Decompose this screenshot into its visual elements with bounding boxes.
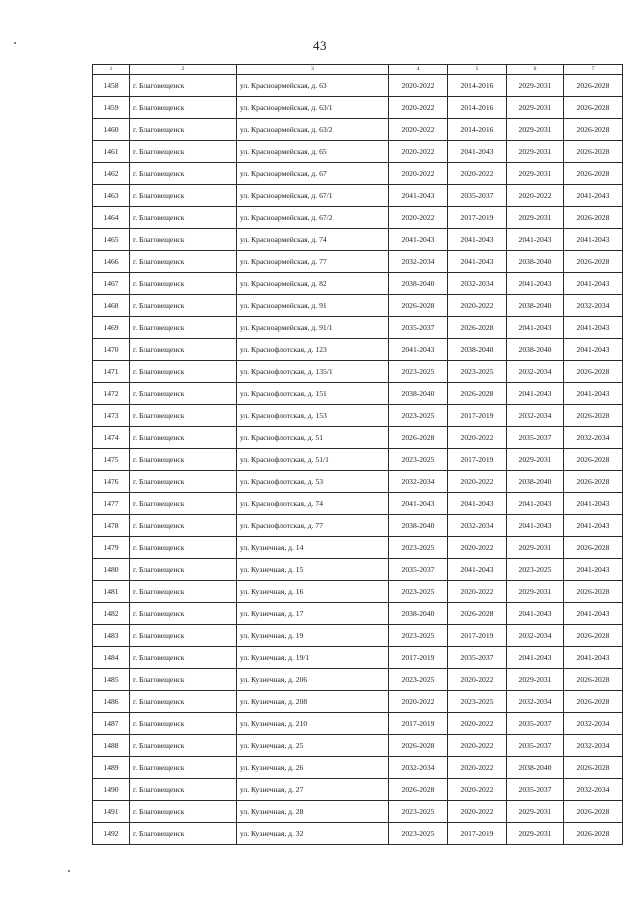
row-number-cell: 1459 bbox=[93, 97, 130, 119]
period-1-cell: 2023-2025 bbox=[389, 449, 448, 471]
city-cell: г. Благовещенск bbox=[130, 735, 237, 757]
table-row bbox=[93, 581, 623, 603]
period-1-cell: 2032-2034 bbox=[389, 251, 448, 273]
city-cell: г. Благовещенск bbox=[130, 625, 237, 647]
period-4-cell: 2041-2043 bbox=[564, 383, 623, 405]
period-4-cell: 2026-2028 bbox=[564, 251, 623, 273]
table-row bbox=[93, 141, 623, 163]
period-2-cell: 2020-2022 bbox=[448, 537, 507, 559]
period-3-cell: 2029-2031 bbox=[507, 669, 564, 691]
address-cell: ул. Кузнечная, д. 14 bbox=[237, 537, 389, 559]
city-cell: г. Благовещенск bbox=[130, 361, 237, 383]
period-1-cell: 2020-2022 bbox=[389, 207, 448, 229]
period-3-cell: 2041-2043 bbox=[507, 229, 564, 251]
period-4-cell: 2026-2028 bbox=[564, 163, 623, 185]
period-3-cell: 2038-2040 bbox=[507, 251, 564, 273]
schedule-table bbox=[92, 64, 623, 845]
row-number-cell: 1478 bbox=[93, 515, 130, 537]
period-2-cell: 2020-2022 bbox=[448, 471, 507, 493]
table-row bbox=[93, 75, 623, 97]
table-row bbox=[93, 735, 623, 757]
period-2-cell: 2023-2025 bbox=[448, 361, 507, 383]
period-4-cell: 2026-2028 bbox=[564, 141, 623, 163]
period-3-cell: 2029-2031 bbox=[507, 581, 564, 603]
row-number-cell: 1482 bbox=[93, 603, 130, 625]
table-row bbox=[93, 361, 623, 383]
period-3-cell: 2020-2022 bbox=[507, 185, 564, 207]
period-3-cell: 2029-2031 bbox=[507, 75, 564, 97]
period-2-cell: 2020-2022 bbox=[448, 295, 507, 317]
city-cell: г. Благовещенск bbox=[130, 163, 237, 185]
period-1-cell: 2023-2025 bbox=[389, 361, 448, 383]
table-row bbox=[93, 295, 623, 317]
period-2-cell: 2020-2022 bbox=[448, 779, 507, 801]
table-row bbox=[93, 779, 623, 801]
period-2-cell: 2038-2040 bbox=[448, 339, 507, 361]
address-cell: ул. Красноармейская, д. 67/1 bbox=[237, 185, 389, 207]
period-3-cell: 2041-2043 bbox=[507, 493, 564, 515]
period-3-cell: 2035-2037 bbox=[507, 779, 564, 801]
column-header-7: 7 bbox=[564, 65, 623, 75]
row-number-cell: 1473 bbox=[93, 405, 130, 427]
table-row bbox=[93, 119, 623, 141]
city-cell: г. Благовещенск bbox=[130, 823, 237, 845]
table-row bbox=[93, 559, 623, 581]
period-1-cell: 2041-2043 bbox=[389, 493, 448, 515]
column-header-5: 5 bbox=[448, 65, 507, 75]
period-3-cell: 2038-2040 bbox=[507, 339, 564, 361]
address-cell: ул. Красноармейская, д. 91 bbox=[237, 295, 389, 317]
city-cell: г. Благовещенск bbox=[130, 449, 237, 471]
period-1-cell: 2032-2034 bbox=[389, 471, 448, 493]
period-1-cell: 2020-2022 bbox=[389, 97, 448, 119]
city-cell: г. Благовещенск bbox=[130, 471, 237, 493]
table-row bbox=[93, 603, 623, 625]
table-row bbox=[93, 647, 623, 669]
column-header-1: 1 bbox=[93, 65, 130, 75]
period-4-cell: 2026-2028 bbox=[564, 669, 623, 691]
period-4-cell: 2026-2028 bbox=[564, 405, 623, 427]
row-number-cell: 1487 bbox=[93, 713, 130, 735]
city-cell: г. Благовещенск bbox=[130, 779, 237, 801]
row-number-cell: 1466 bbox=[93, 251, 130, 273]
city-cell: г. Благовещенск bbox=[130, 669, 237, 691]
period-2-cell: 2041-2043 bbox=[448, 229, 507, 251]
row-number-cell: 1471 bbox=[93, 361, 130, 383]
table-row bbox=[93, 691, 623, 713]
table-row bbox=[93, 383, 623, 405]
period-2-cell: 2020-2022 bbox=[448, 669, 507, 691]
address-cell: ул. Кузнечная, д. 32 bbox=[237, 823, 389, 845]
period-2-cell: 2020-2022 bbox=[448, 757, 507, 779]
address-cell: ул. Красноармейская, д. 82 bbox=[237, 273, 389, 295]
period-4-cell: 2032-2034 bbox=[564, 427, 623, 449]
period-3-cell: 2035-2037 bbox=[507, 427, 564, 449]
row-number-cell: 1469 bbox=[93, 317, 130, 339]
row-number-cell: 1468 bbox=[93, 295, 130, 317]
row-number-cell: 1464 bbox=[93, 207, 130, 229]
period-1-cell: 2017-2019 bbox=[389, 647, 448, 669]
address-cell: ул. Краснофлотская, д. 151 bbox=[237, 383, 389, 405]
period-4-cell: 2026-2028 bbox=[564, 207, 623, 229]
table-row bbox=[93, 493, 623, 515]
period-1-cell: 2041-2043 bbox=[389, 229, 448, 251]
city-cell: г. Благовещенск bbox=[130, 141, 237, 163]
period-1-cell: 2023-2025 bbox=[389, 405, 448, 427]
row-number-cell: 1484 bbox=[93, 647, 130, 669]
period-2-cell: 2020-2022 bbox=[448, 163, 507, 185]
address-cell: ул. Краснофлотская, д. 135/1 bbox=[237, 361, 389, 383]
period-4-cell: 2026-2028 bbox=[564, 75, 623, 97]
address-cell: ул. Кузнечная, д. 208 bbox=[237, 691, 389, 713]
period-4-cell: 2041-2043 bbox=[564, 603, 623, 625]
address-cell: ул. Красноармейская, д. 67/2 bbox=[237, 207, 389, 229]
period-1-cell: 2020-2022 bbox=[389, 119, 448, 141]
period-3-cell: 2029-2031 bbox=[507, 449, 564, 471]
period-3-cell: 2041-2043 bbox=[507, 383, 564, 405]
period-3-cell: 2041-2043 bbox=[507, 603, 564, 625]
row-number-cell: 1476 bbox=[93, 471, 130, 493]
period-1-cell: 2023-2025 bbox=[389, 537, 448, 559]
city-cell: г. Благовещенск bbox=[130, 691, 237, 713]
period-1-cell: 2035-2037 bbox=[389, 317, 448, 339]
address-cell: ул. Краснофлотская, д. 74 bbox=[237, 493, 389, 515]
period-1-cell: 2023-2025 bbox=[389, 581, 448, 603]
city-cell: г. Благовещенск bbox=[130, 119, 237, 141]
period-3-cell: 2038-2040 bbox=[507, 757, 564, 779]
address-cell: ул. Красноармейская, д. 77 bbox=[237, 251, 389, 273]
period-1-cell: 2038-2040 bbox=[389, 603, 448, 625]
period-2-cell: 2017-2019 bbox=[448, 625, 507, 647]
row-number-cell: 1465 bbox=[93, 229, 130, 251]
row-number-cell: 1474 bbox=[93, 427, 130, 449]
city-cell: г. Благовещенск bbox=[130, 713, 237, 735]
period-2-cell: 2020-2022 bbox=[448, 713, 507, 735]
period-3-cell: 2029-2031 bbox=[507, 537, 564, 559]
address-cell: ул. Кузнечная, д. 25 bbox=[237, 735, 389, 757]
table-row bbox=[93, 537, 623, 559]
period-2-cell: 2014-2016 bbox=[448, 97, 507, 119]
address-cell: ул. Кузнечная, д. 27 bbox=[237, 779, 389, 801]
row-number-cell: 1475 bbox=[93, 449, 130, 471]
row-number-cell: 1479 bbox=[93, 537, 130, 559]
period-3-cell: 2035-2037 bbox=[507, 735, 564, 757]
period-3-cell: 2041-2043 bbox=[507, 647, 564, 669]
table-row bbox=[93, 405, 623, 427]
row-number-cell: 1462 bbox=[93, 163, 130, 185]
address-cell: ул. Кузнечная, д. 210 bbox=[237, 713, 389, 735]
period-1-cell: 2020-2022 bbox=[389, 691, 448, 713]
period-4-cell: 2032-2034 bbox=[564, 779, 623, 801]
period-1-cell: 2026-2028 bbox=[389, 779, 448, 801]
city-cell: г. Благовещенск bbox=[130, 603, 237, 625]
period-2-cell: 2017-2019 bbox=[448, 823, 507, 845]
period-2-cell: 2041-2043 bbox=[448, 493, 507, 515]
period-4-cell: 2041-2043 bbox=[564, 493, 623, 515]
period-3-cell: 2035-2037 bbox=[507, 713, 564, 735]
period-2-cell: 2014-2016 bbox=[448, 119, 507, 141]
column-header-2: 2 bbox=[130, 65, 237, 75]
table-row bbox=[93, 823, 623, 845]
period-4-cell: 2032-2034 bbox=[564, 735, 623, 757]
period-1-cell: 2035-2037 bbox=[389, 559, 448, 581]
city-cell: г. Благовещенск bbox=[130, 537, 237, 559]
city-cell: г. Благовещенск bbox=[130, 647, 237, 669]
table-row bbox=[93, 207, 623, 229]
table-row bbox=[93, 669, 623, 691]
scan-speck bbox=[68, 870, 70, 872]
period-3-cell: 2041-2043 bbox=[507, 317, 564, 339]
period-1-cell: 2020-2022 bbox=[389, 75, 448, 97]
period-3-cell: 2029-2031 bbox=[507, 97, 564, 119]
period-1-cell: 2026-2028 bbox=[389, 295, 448, 317]
period-1-cell: 2041-2043 bbox=[389, 185, 448, 207]
address-cell: ул. Кузнечная, д. 17 bbox=[237, 603, 389, 625]
period-4-cell: 2026-2028 bbox=[564, 801, 623, 823]
address-cell: ул. Кузнечная, д. 19/1 bbox=[237, 647, 389, 669]
period-4-cell: 2026-2028 bbox=[564, 449, 623, 471]
row-number-cell: 1472 bbox=[93, 383, 130, 405]
table-row bbox=[93, 625, 623, 647]
city-cell: г. Благовещенск bbox=[130, 207, 237, 229]
period-1-cell: 2020-2022 bbox=[389, 163, 448, 185]
period-2-cell: 2017-2019 bbox=[448, 405, 507, 427]
period-1-cell: 2020-2022 bbox=[389, 141, 448, 163]
table-row bbox=[93, 185, 623, 207]
row-number-cell: 1489 bbox=[93, 757, 130, 779]
city-cell: г. Благовещенск bbox=[130, 251, 237, 273]
period-4-cell: 2026-2028 bbox=[564, 119, 623, 141]
city-cell: г. Благовещенск bbox=[130, 581, 237, 603]
period-1-cell: 2026-2028 bbox=[389, 427, 448, 449]
period-4-cell: 2026-2028 bbox=[564, 625, 623, 647]
address-cell: ул. Краснофлотская, д. 123 bbox=[237, 339, 389, 361]
period-3-cell: 2032-2034 bbox=[507, 691, 564, 713]
row-number-cell: 1470 bbox=[93, 339, 130, 361]
city-cell: г. Благовещенск bbox=[130, 295, 237, 317]
period-2-cell: 2023-2025 bbox=[448, 691, 507, 713]
address-cell: ул. Красноармейская, д. 91/1 bbox=[237, 317, 389, 339]
address-cell: ул. Красноармейская, д. 63/2 bbox=[237, 119, 389, 141]
row-number-cell: 1486 bbox=[93, 691, 130, 713]
city-cell: г. Благовещенск bbox=[130, 405, 237, 427]
address-cell: ул. Кузнечная, д. 28 bbox=[237, 801, 389, 823]
period-3-cell: 2032-2034 bbox=[507, 625, 564, 647]
period-4-cell: 2026-2028 bbox=[564, 361, 623, 383]
period-3-cell: 2029-2031 bbox=[507, 823, 564, 845]
row-number-cell: 1491 bbox=[93, 801, 130, 823]
period-1-cell: 2038-2040 bbox=[389, 515, 448, 537]
address-cell: ул. Краснофлотская, д. 51/1 bbox=[237, 449, 389, 471]
period-2-cell: 2035-2037 bbox=[448, 185, 507, 207]
address-cell: ул. Красноармейская, д. 63/1 bbox=[237, 97, 389, 119]
row-number-cell: 1488 bbox=[93, 735, 130, 757]
address-cell: ул. Кузнечная, д. 15 bbox=[237, 559, 389, 581]
city-cell: г. Благовещенск bbox=[130, 317, 237, 339]
period-3-cell: 2041-2043 bbox=[507, 515, 564, 537]
period-1-cell: 2038-2040 bbox=[389, 273, 448, 295]
period-2-cell: 2026-2028 bbox=[448, 383, 507, 405]
period-4-cell: 2032-2034 bbox=[564, 295, 623, 317]
address-cell: ул. Красноармейская, д. 63 bbox=[237, 75, 389, 97]
scan-speck bbox=[14, 42, 16, 44]
city-cell: г. Благовещенск bbox=[130, 339, 237, 361]
period-2-cell: 2020-2022 bbox=[448, 427, 507, 449]
period-4-cell: 2041-2043 bbox=[564, 229, 623, 251]
row-number-cell: 1461 bbox=[93, 141, 130, 163]
row-number-cell: 1458 bbox=[93, 75, 130, 97]
table-row bbox=[93, 317, 623, 339]
city-cell: г. Благовещенск bbox=[130, 273, 237, 295]
address-cell: ул. Кузнечная, д. 19 bbox=[237, 625, 389, 647]
period-3-cell: 2023-2025 bbox=[507, 559, 564, 581]
period-3-cell: 2032-2034 bbox=[507, 361, 564, 383]
period-2-cell: 2032-2034 bbox=[448, 515, 507, 537]
row-number-cell: 1485 bbox=[93, 669, 130, 691]
column-header-4: 4 bbox=[389, 65, 448, 75]
table-row bbox=[93, 251, 623, 273]
address-cell: ул. Кузнечная, д. 16 bbox=[237, 581, 389, 603]
table-row bbox=[93, 339, 623, 361]
city-cell: г. Благовещенск bbox=[130, 97, 237, 119]
table-body bbox=[93, 75, 623, 845]
period-1-cell: 2017-2019 bbox=[389, 713, 448, 735]
city-cell: г. Благовещенск bbox=[130, 493, 237, 515]
period-2-cell: 2020-2022 bbox=[448, 735, 507, 757]
row-number-cell: 1481 bbox=[93, 581, 130, 603]
period-1-cell: 2026-2028 bbox=[389, 735, 448, 757]
period-2-cell: 2041-2043 bbox=[448, 559, 507, 581]
table-row bbox=[93, 471, 623, 493]
city-cell: г. Благовещенск bbox=[130, 757, 237, 779]
period-4-cell: 2041-2043 bbox=[564, 515, 623, 537]
address-cell: ул. Красноармейская, д. 65 bbox=[237, 141, 389, 163]
row-number-cell: 1480 bbox=[93, 559, 130, 581]
address-cell: ул. Краснофлотская, д. 153 bbox=[237, 405, 389, 427]
header-row bbox=[93, 65, 623, 75]
period-3-cell: 2029-2031 bbox=[507, 163, 564, 185]
table-row bbox=[93, 427, 623, 449]
row-number-cell: 1492 bbox=[93, 823, 130, 845]
city-cell: г. Благовещенск bbox=[130, 515, 237, 537]
period-2-cell: 2017-2019 bbox=[448, 207, 507, 229]
city-cell: г. Благовещенск bbox=[130, 801, 237, 823]
period-3-cell: 2029-2031 bbox=[507, 801, 564, 823]
period-2-cell: 2041-2043 bbox=[448, 251, 507, 273]
period-4-cell: 2041-2043 bbox=[564, 317, 623, 339]
address-cell: ул. Красноармейская, д. 74 bbox=[237, 229, 389, 251]
address-cell: ул. Кузнечная, д. 26 bbox=[237, 757, 389, 779]
address-cell: ул. Краснофлотская, д. 77 bbox=[237, 515, 389, 537]
address-cell: ул. Краснофлотская, д. 53 bbox=[237, 471, 389, 493]
period-2-cell: 2014-2016 bbox=[448, 75, 507, 97]
table-row bbox=[93, 163, 623, 185]
city-cell: г. Благовещенск bbox=[130, 229, 237, 251]
city-cell: г. Благовещенск bbox=[130, 559, 237, 581]
period-4-cell: 2026-2028 bbox=[564, 823, 623, 845]
city-cell: г. Благовещенск bbox=[130, 427, 237, 449]
period-3-cell: 2029-2031 bbox=[507, 119, 564, 141]
period-4-cell: 2032-2034 bbox=[564, 713, 623, 735]
period-2-cell: 2032-2034 bbox=[448, 273, 507, 295]
row-number-cell: 1463 bbox=[93, 185, 130, 207]
period-2-cell: 2020-2022 bbox=[448, 581, 507, 603]
period-1-cell: 2023-2025 bbox=[389, 625, 448, 647]
period-4-cell: 2026-2028 bbox=[564, 471, 623, 493]
table-row bbox=[93, 449, 623, 471]
period-4-cell: 2041-2043 bbox=[564, 559, 623, 581]
period-4-cell: 2041-2043 bbox=[564, 273, 623, 295]
period-3-cell: 2041-2043 bbox=[507, 273, 564, 295]
row-number-cell: 1483 bbox=[93, 625, 130, 647]
column-header-3: 3 bbox=[237, 65, 389, 75]
period-3-cell: 2029-2031 bbox=[507, 141, 564, 163]
period-2-cell: 2026-2028 bbox=[448, 603, 507, 625]
period-4-cell: 2041-2043 bbox=[564, 185, 623, 207]
table-row bbox=[93, 757, 623, 779]
table-row bbox=[93, 97, 623, 119]
period-1-cell: 2032-2034 bbox=[389, 757, 448, 779]
period-1-cell: 2023-2025 bbox=[389, 801, 448, 823]
table-header bbox=[93, 65, 623, 75]
period-4-cell: 2026-2028 bbox=[564, 757, 623, 779]
city-cell: г. Благовещенск bbox=[130, 383, 237, 405]
period-4-cell: 2026-2028 bbox=[564, 691, 623, 713]
address-cell: ул. Красноармейская, д. 67 bbox=[237, 163, 389, 185]
row-number-cell: 1460 bbox=[93, 119, 130, 141]
period-3-cell: 2029-2031 bbox=[507, 207, 564, 229]
address-cell: ул. Краснофлотская, д. 51 bbox=[237, 427, 389, 449]
table-row bbox=[93, 229, 623, 251]
period-4-cell: 2026-2028 bbox=[564, 97, 623, 119]
period-1-cell: 2041-2043 bbox=[389, 339, 448, 361]
period-2-cell: 2017-2019 bbox=[448, 449, 507, 471]
page-number: 43 bbox=[313, 38, 327, 53]
table-row bbox=[93, 273, 623, 295]
table-row bbox=[93, 713, 623, 735]
period-3-cell: 2038-2040 bbox=[507, 295, 564, 317]
period-4-cell: 2026-2028 bbox=[564, 537, 623, 559]
table-row bbox=[93, 515, 623, 537]
period-1-cell: 2023-2025 bbox=[389, 669, 448, 691]
period-1-cell: 2038-2040 bbox=[389, 383, 448, 405]
row-number-cell: 1467 bbox=[93, 273, 130, 295]
period-3-cell: 2038-2040 bbox=[507, 471, 564, 493]
period-4-cell: 2026-2028 bbox=[564, 581, 623, 603]
period-4-cell: 2041-2043 bbox=[564, 647, 623, 669]
column-header-6: 6 bbox=[507, 65, 564, 75]
city-cell: г. Благовещенск bbox=[130, 75, 237, 97]
row-number-cell: 1477 bbox=[93, 493, 130, 515]
period-2-cell: 2026-2028 bbox=[448, 317, 507, 339]
period-1-cell: 2023-2025 bbox=[389, 823, 448, 845]
period-2-cell: 2035-2037 bbox=[448, 647, 507, 669]
period-2-cell: 2041-2043 bbox=[448, 141, 507, 163]
row-number-cell: 1490 bbox=[93, 779, 130, 801]
table-row bbox=[93, 801, 623, 823]
city-cell: г. Благовещенск bbox=[130, 185, 237, 207]
period-3-cell: 2032-2034 bbox=[507, 405, 564, 427]
period-2-cell: 2020-2022 bbox=[448, 801, 507, 823]
period-4-cell: 2041-2043 bbox=[564, 339, 623, 361]
address-cell: ул. Кузнечная, д. 206 bbox=[237, 669, 389, 691]
